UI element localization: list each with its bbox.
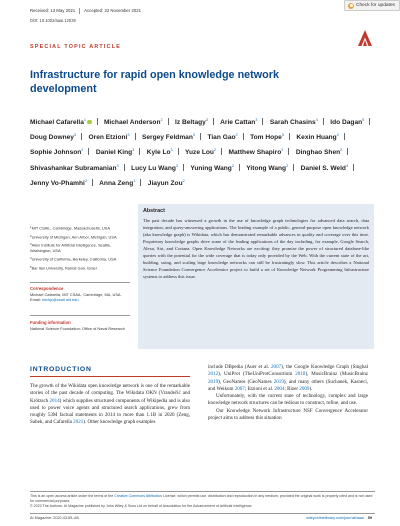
intro-text: include DBpedia (Auer et al.: [208, 364, 272, 370]
author-affiliation-number: 3: [170, 148, 173, 153]
correspondence-text: [30, 292, 130, 302]
author-affiliation-number: 2: [182, 178, 185, 183]
citation-link[interactable]: 2014: [49, 397, 60, 404]
author-separator: [124, 164, 125, 171]
introduction-heading: INTRODUCTION: [30, 366, 92, 373]
check-for-updates-label: Check for updates: [356, 3, 395, 8]
author-name[interactable]: [296, 149, 342, 156]
affiliation-text: Bar Ilan University, Ramat Gan, Israel: [31, 265, 97, 271]
author-name[interactable]: [207, 134, 237, 141]
affiliation-text: University of California, Berkeley, California, USA: [31, 256, 117, 262]
author-separator: [347, 148, 348, 155]
author-separator: [369, 118, 370, 125]
correspondence-heading: Correspondence: [30, 286, 64, 291]
intro-text: ).: [309, 385, 313, 392]
author-affiliation-number: 3: [281, 133, 284, 138]
citation-link[interactable]: 2012: [208, 371, 219, 378]
author-affiliation-number: 2: [213, 148, 217, 153]
author-name-text: Daniel S. Weld: [300, 164, 346, 172]
author-affiliation-number: 3: [127, 133, 130, 138]
author-name[interactable]: [190, 165, 234, 172]
author-name-text: Shivashankar Subramanian: [30, 164, 117, 172]
author-affiliation-number: 1: [83, 118, 86, 122]
citation-link[interactable]: 2009: [299, 385, 310, 392]
intro-text: ; Etzioni et al.: [244, 385, 275, 392]
author-name[interactable]: [30, 165, 119, 172]
intro-paragraph-2: Unfortunately, with the current state of technology, complex and large knowledge network structures can be tedious to construct, refine, and use.: [208, 393, 368, 407]
affiliation-divider: [30, 282, 130, 283]
author-separator: [81, 133, 82, 140]
funding-text: National Science Foundation; Office of Naval Research: [30, 326, 126, 331]
author-list: [30, 114, 375, 190]
author-name[interactable]: [148, 180, 185, 187]
author-name-text: Sergey Feldman: [141, 134, 193, 142]
intro-text: ), MusicBrainz (MusicBrainz: [305, 371, 368, 378]
author-affiliation-number: 3: [132, 148, 135, 153]
author-name-text: Tom Hope: [250, 134, 282, 142]
citation-link[interactable]: 2018: [295, 371, 306, 378]
author-name-text: Lucy Lu Wang: [131, 164, 176, 172]
author-affiliation-number: 3: [205, 118, 208, 122]
affiliations: [30, 225, 130, 274]
author-separator: [92, 179, 93, 186]
author-separator: [200, 133, 201, 140]
affiliation-text: Allen Institute for Artificial Intelligence, Seattle, Washington, USA: [30, 242, 112, 254]
orcid-icon[interactable]: [87, 120, 92, 125]
intro-text: ), and many others (Suchanek, Kasneci, and Weikum: [208, 378, 368, 392]
author-name[interactable]: [185, 149, 216, 156]
doi: DOI: 10.1002/aaai.12039: [30, 18, 76, 23]
footer-divider: [30, 491, 375, 492]
citation-link[interactable]: 2007: [271, 364, 282, 370]
intro-text: ), UniProt (TheUniProtConsortium: [218, 371, 296, 378]
intro-left-column: [30, 383, 190, 427]
journal-citation: AI Magazine. 2022;43:59–68.: [30, 516, 80, 520]
journal-footer-right: [306, 516, 372, 520]
citation-link[interactable]: 2019: [208, 378, 219, 385]
author-separator: [88, 148, 89, 155]
author-affiliation-number: 5: [362, 118, 365, 122]
author-name[interactable]: [220, 119, 257, 126]
author-name[interactable]: [131, 165, 178, 172]
funding-heading: Funding information: [30, 320, 71, 325]
affiliation-item: [30, 225, 130, 231]
author-name[interactable]: [30, 180, 87, 187]
author-name[interactable]: [96, 149, 134, 156]
abstract-body: The past decade has witnessed a growth in the use of knowledge graph technologies for advanced data search, data integration, and query-answering applications. The leading example of a public, general-purpose open knowledge network (aka knowledge graph) is Wikidata, which has demonstrated remarkable advances in quality and coverage over this time. Proprietary knowledge graphs drive some of the leading applications of the day including, for example, Google Search, Alexa, Siri, and Cortana. Open Knowledge Networks are exciting: they promise the power of structured database-like queries with the potential for the wide coverage that is today only provided by the Web. With the current state of the art, building, using, and scaling large knowledge networks can still be frustratingly slow. This article describes a National Science Foundation Convergence Accelerator project to build a set of Knowledge Network Programming Infrastructure systems to address this issue.: [143, 218, 369, 280]
author-affiliation-number: 2: [84, 178, 87, 183]
citation-link[interactable]: 2007: [234, 385, 245, 392]
article-title: Infrastructure for rapid open knowledge network development: [30, 69, 279, 95]
author-name-text: Jiayun Zou: [147, 179, 183, 187]
author-name-text: Michael Anderson: [103, 119, 161, 126]
affiliation-item: [30, 256, 130, 262]
bottom-divider: [30, 513, 375, 514]
introduction-rule: [30, 376, 190, 377]
intro-text: ) which supplies structured components of Wikipedia and is also used to power voice agents and structured search applications, grew from roughly 53M factual statements in 2014 to more than 1.1B in 2020 (Zeng, Sabek, and Cafarella: [30, 397, 191, 426]
author-name[interactable]: [30, 119, 92, 126]
author-name[interactable]: [142, 134, 195, 141]
author-name[interactable]: [330, 119, 364, 126]
license-footnote: [30, 494, 375, 509]
journal-logo-icon: [358, 30, 372, 46]
author-name-text: Kyle Lo: [146, 149, 171, 157]
copyright-line: © 2022 The Authors. AI Magazine published by John Wiley & Sons Ltd on behalf of Association for the Advancement of Artificial Intelligence.: [30, 503, 253, 508]
author-name-text: Sarah Chasins: [269, 119, 316, 126]
license-text: License, which permits use, distribution and reproduction in any medium, provided the original work is properly cited and is not used for commercial purposes.: [30, 494, 373, 503]
author-affiliation-number: 2: [340, 148, 343, 153]
correspondence-address: Michael Cafarella, MIT CSAIL, Cambridge, MA, USA.: [30, 292, 122, 297]
intro-text: ). Other knowledge graph examples: [83, 419, 156, 426]
intro-text: ), the Google Knowledge Graph (Singhal: [281, 364, 368, 370]
author-affiliation-number: 3: [116, 163, 119, 168]
author-name[interactable]: [147, 149, 173, 156]
author-separator: [344, 133, 345, 140]
author-separator: [239, 164, 240, 171]
author-name[interactable]: [99, 180, 135, 187]
email-label: Email:: [30, 297, 42, 303]
author-name-text: Matthew Shapiro: [228, 149, 282, 157]
author-name-text: Yuning Wang: [190, 164, 232, 172]
citation-link[interactable]: 2019: [273, 378, 284, 385]
journal-url-link[interactable]: wileyonlinelibrary.com/journal/aaai: [306, 516, 364, 520]
author-name[interactable]: [250, 134, 284, 141]
accepted-date: Accepted: 22 November 2021: [84, 8, 142, 14]
affiliation-text: MIT CSAIL, Cambridge, Massachusetts, USA: [31, 225, 110, 231]
intro-text: ), GeoNames (GeoNames: [218, 378, 274, 385]
intro-text: The growth of the Wikidata open knowledge network is one of the remarkable stories of the past decade of computing. The Wikidata OKN (Vrandečić and Krötzsch: [30, 383, 190, 404]
author-separator: [262, 118, 263, 125]
author-separator: [97, 118, 98, 125]
affiliation-item: [30, 234, 130, 240]
author-separator: [139, 148, 140, 155]
received-date: Received: 13 May 2021: [30, 8, 76, 14]
author-affiliation-number: 3: [175, 163, 178, 168]
author-name-text: Kexin Huang: [296, 134, 337, 142]
affiliation-number: 4: [30, 256, 32, 261]
author-separator: [243, 133, 244, 140]
citation-link[interactable]: 2004: [274, 385, 285, 392]
author-name-text: Dinghao Shen: [295, 149, 341, 157]
author-name[interactable]: [246, 165, 288, 172]
author-name-text: Michael Cafarella: [30, 119, 84, 126]
author-separator: [288, 148, 289, 155]
author-separator: [168, 118, 169, 125]
author-affiliation-number: 2: [286, 163, 289, 168]
author-separator: [353, 164, 354, 171]
affiliation-number: 2: [30, 233, 32, 238]
affiliation-item: [30, 242, 130, 253]
author-name[interactable]: [175, 119, 208, 126]
author-separator: [140, 179, 141, 186]
affiliation-number: 5: [30, 265, 32, 270]
author-affiliation-number: 4: [315, 118, 318, 122]
author-affiliation-number: 2: [160, 118, 163, 122]
author-separator: [289, 133, 290, 140]
author-name-text: Tian Gao: [207, 134, 236, 142]
funding-divider: [30, 315, 130, 316]
abstract-box: [138, 204, 374, 349]
author-name[interactable]: [301, 165, 348, 172]
author-affiliation-number: 3: [192, 133, 195, 138]
intro-right-column: [208, 364, 368, 422]
author-name-text: Arie Cattan: [220, 119, 256, 126]
received-accepted-dates: [30, 8, 141, 14]
author-name-text: Anna Zeng: [99, 179, 134, 187]
author-name[interactable]: [228, 149, 283, 156]
author-affiliation-number: 3: [255, 118, 258, 122]
author-affiliation-number: 3: [345, 163, 349, 168]
author-separator: [213, 118, 214, 125]
page-number: 59: [367, 516, 372, 520]
author-affiliation-number: 2: [336, 133, 339, 138]
author-name[interactable]: [30, 134, 76, 141]
affiliation-item: [30, 265, 130, 271]
abstract-heading: Abstract: [143, 208, 165, 214]
date-separator: [79, 8, 80, 14]
author-separator: [293, 164, 294, 171]
author-name[interactable]: [30, 149, 83, 156]
author-name-text: Oren Etzioni: [88, 134, 128, 142]
author-affiliation-number: 3: [73, 133, 77, 138]
author-affiliation-number: 1: [133, 178, 136, 183]
intro-paragraph-3: Our Knowledge Network Infrastructure NSF Convergence Accelerator project aims to address this situation: [208, 407, 368, 421]
author-affiliation-number: 2: [231, 163, 234, 168]
affiliation-number: 1: [30, 225, 32, 229]
intro-text: ; Bizer: [284, 385, 300, 392]
check-for-updates-button[interactable]: [344, 0, 400, 11]
crossmark-icon: [348, 3, 354, 9]
author-name-text: Doug Downey: [30, 134, 74, 142]
author-name-text: Yitong Wang: [246, 164, 287, 172]
author-name[interactable]: [104, 119, 163, 126]
author-separator: [221, 148, 222, 155]
author-name-text: Ido Dagan: [330, 119, 363, 126]
author-name-text: Yuze Lou: [184, 149, 214, 157]
author-separator: [183, 164, 184, 171]
author-separator: [135, 133, 136, 140]
license-link[interactable]: Creative Commons Attribution: [114, 494, 163, 498]
author-affiliation-number: 2: [81, 148, 84, 153]
affiliation-text: University of Michigan, Ann Arbor, Michigan, USA: [31, 234, 117, 240]
author-name-text: Daniel King: [95, 149, 133, 157]
citation-link[interactable]: 2021: [73, 419, 84, 426]
section-label: SPECIAL TOPIC ARTICLE: [30, 44, 121, 50]
author-name-text: Jenny Vo-Phamhi: [30, 179, 85, 187]
author-name-text: Sophie Johnson: [30, 149, 82, 157]
email-link[interactable]: michjc@csail.mit.edu: [41, 297, 79, 303]
author-name-text: Iz Beltagy: [175, 119, 206, 126]
author-affiliation-number: 2: [281, 148, 284, 153]
author-name[interactable]: [296, 134, 338, 141]
affiliation-number: 3: [30, 242, 32, 247]
license-text: This is an open access article under the terms of the: [30, 494, 115, 498]
author-name[interactable]: [89, 134, 130, 141]
author-name[interactable]: [270, 119, 318, 126]
author-separator: [323, 118, 324, 125]
author-affiliation-number: 2: [235, 133, 238, 138]
author-separator: [178, 148, 179, 155]
